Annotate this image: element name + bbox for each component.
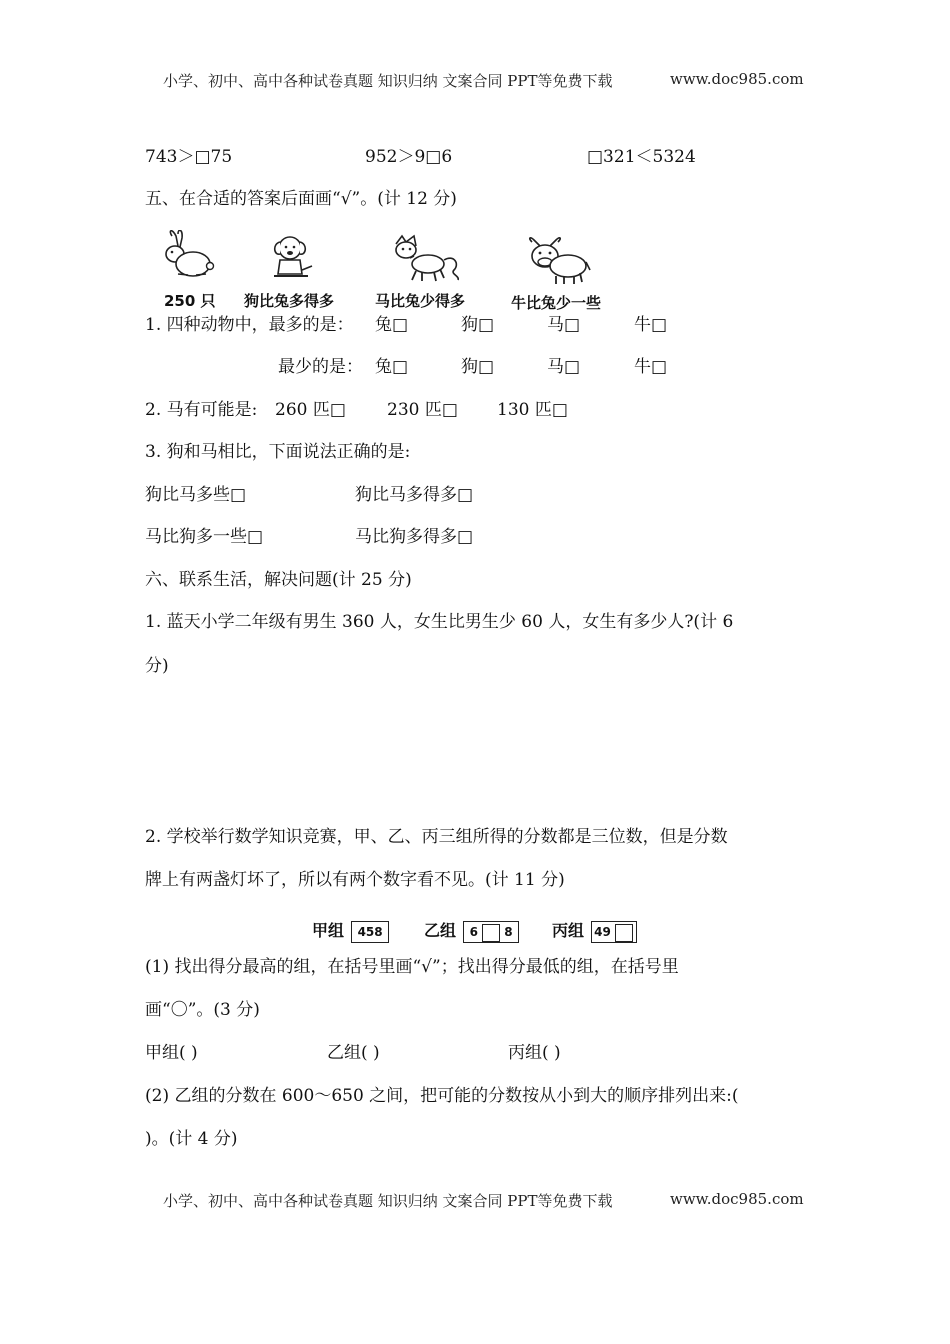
- group-c-label: 丙组: [552, 921, 585, 940]
- problem2-line2: 牌上有两盏灯坏了，所以有两个数字看不见。(计 11 分): [145, 870, 565, 890]
- group-b-score: [463, 921, 519, 943]
- section6-title: 六、联系生活，解决问题(计 25 分): [145, 570, 412, 590]
- page-header-right: www.doc985.com: [670, 70, 804, 88]
- sub2-line1: (2) 乙组的分数在 600～650 之间，把可能的分数按从小到大的顺序排列出来:(: [145, 1086, 739, 1106]
- q1-least-cow[interactable]: 牛□: [634, 357, 668, 377]
- q3-option-3[interactable]: 马比狗多一些□: [145, 527, 264, 547]
- group-c-known-digits: 49: [594, 925, 611, 939]
- page-footer-left: 小学、初中、高中各种试卷真题 知识归纳 文案合同 PPT等免费下载: [163, 1192, 613, 1210]
- rabbit-illustration: [158, 230, 216, 282]
- q3-option-4[interactable]: 马比狗多得多□: [355, 527, 474, 547]
- q1-least-dog[interactable]: 狗□: [461, 357, 495, 377]
- problem2-line1: 2. 学校举行数学知识竞赛，甲、乙、丙三组所得的分数都是三位数，但是分数: [145, 827, 728, 847]
- dog-illustration: [268, 234, 316, 284]
- caption-cow: 牛比兔少一些: [511, 294, 602, 312]
- q3-option-1[interactable]: 狗比马多些□: [145, 485, 247, 505]
- caption-horse: 马比兔少得多: [375, 292, 466, 310]
- group-a-score: 458: [351, 921, 389, 943]
- group-b-missing-digit: [482, 924, 500, 942]
- group-b-last-digit: 8: [504, 925, 513, 939]
- problem1-line1: 1. 蓝天小学二年级有男生 360 人，女生比男生少 60 人，女生有多少人?(计 6: [145, 612, 734, 632]
- answer-group-b[interactable]: 乙组( ): [327, 1043, 380, 1063]
- group-c-missing-digit: [615, 924, 633, 942]
- page-footer-right: www.doc985.com: [670, 1190, 804, 1208]
- q2-option-230[interactable]: 230 匹□: [387, 400, 458, 420]
- q1-most-rabbit[interactable]: 兔□: [375, 315, 409, 335]
- compare-item-1: 743＞□75: [145, 147, 233, 167]
- sub1-line2: 画“〇”。(3 分): [145, 1000, 260, 1020]
- q1-least-rabbit[interactable]: 兔□: [375, 357, 409, 377]
- caption-dog: 狗比兔多得多: [244, 292, 335, 310]
- q2-option-260[interactable]: 260 匹□: [275, 400, 346, 420]
- q1-most-cow[interactable]: 牛□: [634, 315, 668, 335]
- caption-rabbit: 250 只: [164, 292, 216, 310]
- q3-text: 3. 狗和马相比，下面说法正确的是:: [145, 442, 411, 462]
- q1-least-prefix: 最少的是：: [278, 357, 363, 377]
- scoreboard-c: [552, 918, 637, 943]
- horse-illustration: [388, 234, 464, 286]
- group-c-score: [591, 921, 637, 943]
- scoreboard-row: [312, 918, 389, 943]
- q2-text: 2. 马有可能是:: [145, 400, 258, 420]
- sub2-line2: )。(计 4 分): [145, 1129, 238, 1149]
- scoreboard-b: [424, 918, 519, 943]
- q2-option-130[interactable]: 130 匹□: [497, 400, 568, 420]
- problem1-line2: 分): [145, 656, 169, 676]
- cow-illustration: [526, 236, 592, 288]
- q1-least-horse[interactable]: 马□: [547, 357, 581, 377]
- answer-group-c[interactable]: 丙组( ): [508, 1043, 561, 1063]
- sub1-line1: (1) 找出得分最高的组，在括号里画“√”；找出得分最低的组，在括号里: [145, 957, 679, 977]
- group-b-label: 乙组: [424, 921, 457, 940]
- compare-item-2: 952＞9□6: [365, 147, 453, 167]
- page-header-left: 小学、初中、高中各种试卷真题 知识归纳 文案合同 PPT等免费下载: [163, 72, 613, 90]
- q1-most-prefix: 1. 四种动物中，最多的是：: [145, 315, 354, 335]
- section5-title: 五、在合适的答案后面画“√”。(计 12 分): [145, 189, 457, 209]
- q3-option-2[interactable]: 狗比马多得多□: [355, 485, 474, 505]
- answer-group-a[interactable]: 甲组( ): [145, 1043, 198, 1063]
- compare-item-3: □321＜5324: [587, 147, 696, 167]
- group-a-label: 甲组: [312, 921, 345, 940]
- group-b-first-digit: 6: [469, 925, 478, 939]
- q1-most-dog[interactable]: 狗□: [461, 315, 495, 335]
- q1-most-horse[interactable]: 马□: [547, 315, 581, 335]
